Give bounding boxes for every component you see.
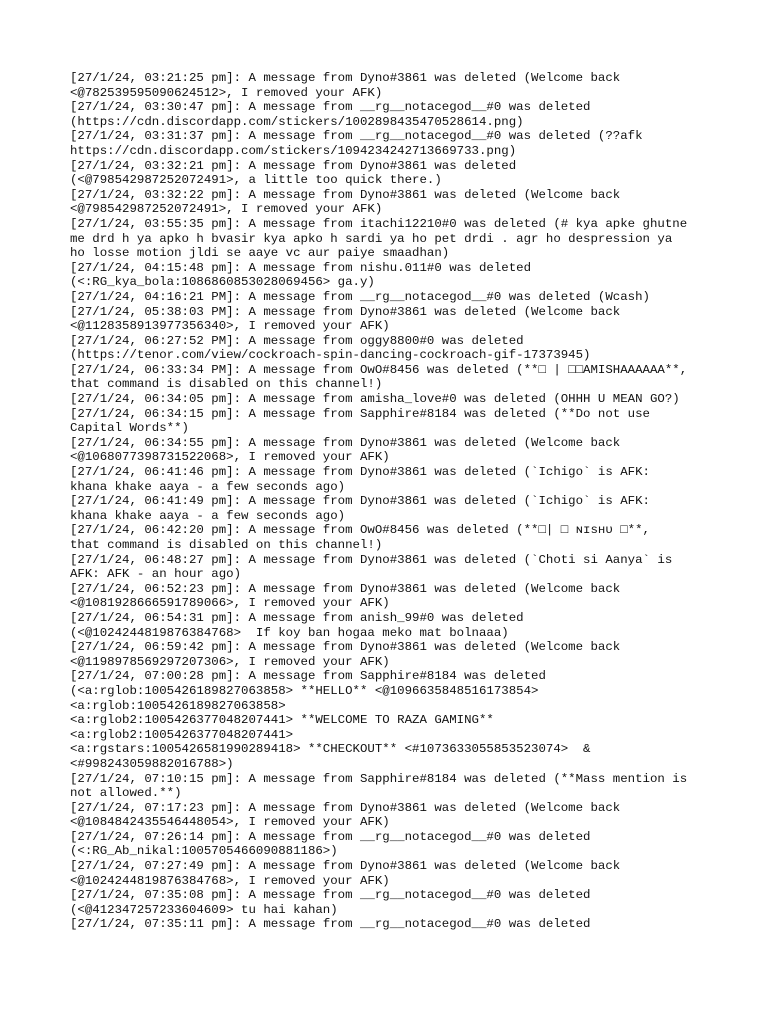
- log-line: (https://cdn.discordapp.com/stickers/1002898435470528614.png): [70, 114, 524, 129]
- log-line: [27/1/24, 04:16:21 PM]: A message from __rg__notacegod__#0 was deleted (Wcash): [70, 289, 650, 304]
- log-line: [27/1/24, 04:15:48 pm]: A message from nishu.011#0 was deleted: [70, 260, 532, 275]
- log-line: (<@1024244819876384768> If koy ban hogaa meko mat bolnaaa): [70, 625, 509, 640]
- log-line: AFK: AFK - an hour ago): [70, 567, 242, 582]
- log-line: https://cdn.discordapp.com/stickers/1094234242713669733.png): [70, 143, 517, 158]
- log-line: me drd h ya apko h bvasir kya apko h sardi ya ho pet drdi . agr ho despression ya: [70, 231, 673, 246]
- log-line: <#998243059882016788>): [70, 756, 234, 771]
- log-line: <@782539595090624512>, I removed your AFK): [70, 85, 383, 100]
- log-line: [27/1/24, 07:17:23 pm]: A message from Dyno#3861 was deleted (Welcome back: [70, 800, 621, 815]
- log-line: [27/1/24, 06:59:42 pm]: A message from Dyno#3861 was deleted (Welcome back: [70, 640, 621, 655]
- log-line: [27/1/24, 06:41:46 pm]: A message from Dyno#3861 was deleted (`Ichigo` is AFK:: [70, 465, 650, 480]
- log-line: khana khake aaya - a few seconds ago): [70, 479, 346, 494]
- log-line: [27/1/24, 07:35:11 pm]: A message from __rg__notacegod__#0 was deleted: [70, 917, 591, 932]
- log-line: <a:rglob2:1005426377048207441>: [70, 727, 294, 742]
- log-line: that command is disabled on this channel!): [70, 377, 383, 392]
- log-line: (<@412347257233604609> tu hai kahan): [70, 902, 338, 917]
- log-line: <@1198978569297207306>, I removed your AFK): [70, 654, 390, 669]
- log-line: [27/1/24, 07:26:14 pm]: A message from __rg__notacegod__#0 was deleted: [70, 829, 591, 844]
- log-line: [27/1/24, 07:00:28 pm]: A message from Sapphire#8184 was deleted: [70, 669, 546, 684]
- log-line: [27/1/24, 07:10:15 pm]: A message from Sapphire#8184 was deleted (**Mass mention is: [70, 771, 688, 786]
- log-line: [27/1/24, 06:34:55 pm]: A message from Dyno#3861 was deleted (Welcome back: [70, 435, 621, 450]
- log-line: <a:rglob:1005426189827063858>: [70, 698, 286, 713]
- log-line: [27/1/24, 06:42:20 pm]: A message from OwO#8456 was deleted (**□| □ ɴɪѕʜᴜ □**,: [70, 523, 650, 538]
- log-line: (<@798542987252072491>, a little too quick there.): [70, 173, 442, 188]
- log-line: (<:RG_Ab_nikal:1005705466090881186>): [70, 844, 338, 859]
- log-line: <@1084842435546448054>, I removed your AFK): [70, 815, 390, 830]
- log-line: (<:RG_kya_bola:1086860853028069456> ga.y): [70, 275, 375, 290]
- log-line: [27/1/24, 03:55:35 pm]: A message from itachi12210#0 was deleted (# kya apke ghutne: [70, 216, 688, 231]
- log-line: Capital Words**): [70, 421, 189, 436]
- log-line: [27/1/24, 06:48:27 pm]: A message from Dyno#3861 was deleted (`Choti si Aanya` is: [70, 552, 673, 567]
- log-line: [27/1/24, 05:38:03 PM]: A message from Dyno#3861 was deleted (Welcome back: [70, 304, 621, 319]
- log-line: khana khake aaya - a few seconds ago): [70, 508, 346, 523]
- log-line: <a:rglob2:1005426377048207441> **WELCOME TO RAZA GAMING**: [70, 713, 494, 728]
- log-line: [27/1/24, 06:34:05 pm]: A message from amisha_love#0 was deleted (OHHH U MEAN GO?): [70, 392, 680, 407]
- log-line: (https://tenor.com/view/cockroach-spin-dancing-cockroach-gif-17373945): [70, 348, 591, 363]
- log-line: [27/1/24, 03:30:47 pm]: A message from __rg__notacegod__#0 was deleted: [70, 100, 591, 115]
- log-line: [27/1/24, 06:33:34 PM]: A message from OwO#8456 was deleted (**□ | □□AMISHAAAAAA**,: [70, 362, 688, 377]
- log-line: <@1024244819876384768>, I removed your AFK): [70, 873, 390, 888]
- log-line: [27/1/24, 06:27:52 PM]: A message from oggy8800#0 was deleted: [70, 333, 524, 348]
- log-line: [27/1/24, 06:41:49 pm]: A message from Dyno#3861 was deleted (`Ichigo` is AFK:: [70, 494, 650, 509]
- log-line: [27/1/24, 07:35:08 pm]: A message from __rg__notacegod__#0 was deleted: [70, 888, 591, 903]
- log-line: <a:rgstars:1005426581990289418> **CHECKOUT** <#1073633055853523074> &: [70, 742, 591, 757]
- log-line: [27/1/24, 06:52:23 pm]: A message from Dyno#3861 was deleted (Welcome back: [70, 581, 621, 596]
- log-line: that command is disabled on this channel!): [70, 538, 383, 552]
- log-line: [27/1/24, 07:27:49 pm]: A message from Dyno#3861 was deleted (Welcome back: [70, 859, 621, 874]
- log-line: <@1068077398731522068>, I removed your AFK): [70, 450, 390, 465]
- log-line: <@1128358913977356340>, I removed your AFK): [70, 319, 390, 334]
- log-line: [27/1/24, 03:21:25 pm]: A message from Dyno#3861 was deleted (Welcome back: [70, 71, 621, 85]
- log-line: not allowed.**): [70, 786, 182, 801]
- log-line: <@1081928666591789066>, I removed your AFK): [70, 596, 390, 611]
- log-document: [70, 71, 710, 932]
- log-line: [27/1/24, 03:32:21 pm]: A message from Dyno#3861 was deleted: [70, 158, 517, 173]
- log-line: ho losse motion jldi se aaye vc aur paiye smaadhan): [70, 246, 450, 261]
- log-line: [27/1/24, 06:54:31 pm]: A message from anish_99#0 was deleted: [70, 610, 524, 625]
- log-line: [27/1/24, 03:31:37 pm]: A message from __rg__notacegod__#0 was deleted (??afk: [70, 129, 643, 144]
- log-line: [27/1/24, 03:32:22 pm]: A message from Dyno#3861 was deleted (Welcome back: [70, 187, 621, 202]
- log-line: <@798542987252072491>, I removed your AFK): [70, 202, 383, 217]
- log-line: [27/1/24, 06:34:15 pm]: A message from Sapphire#8184 was deleted (**Do not use: [70, 406, 650, 421]
- log-line: (<a:rglob:1005426189827063858> **HELLO** <@1096635848516173854>: [70, 683, 539, 698]
